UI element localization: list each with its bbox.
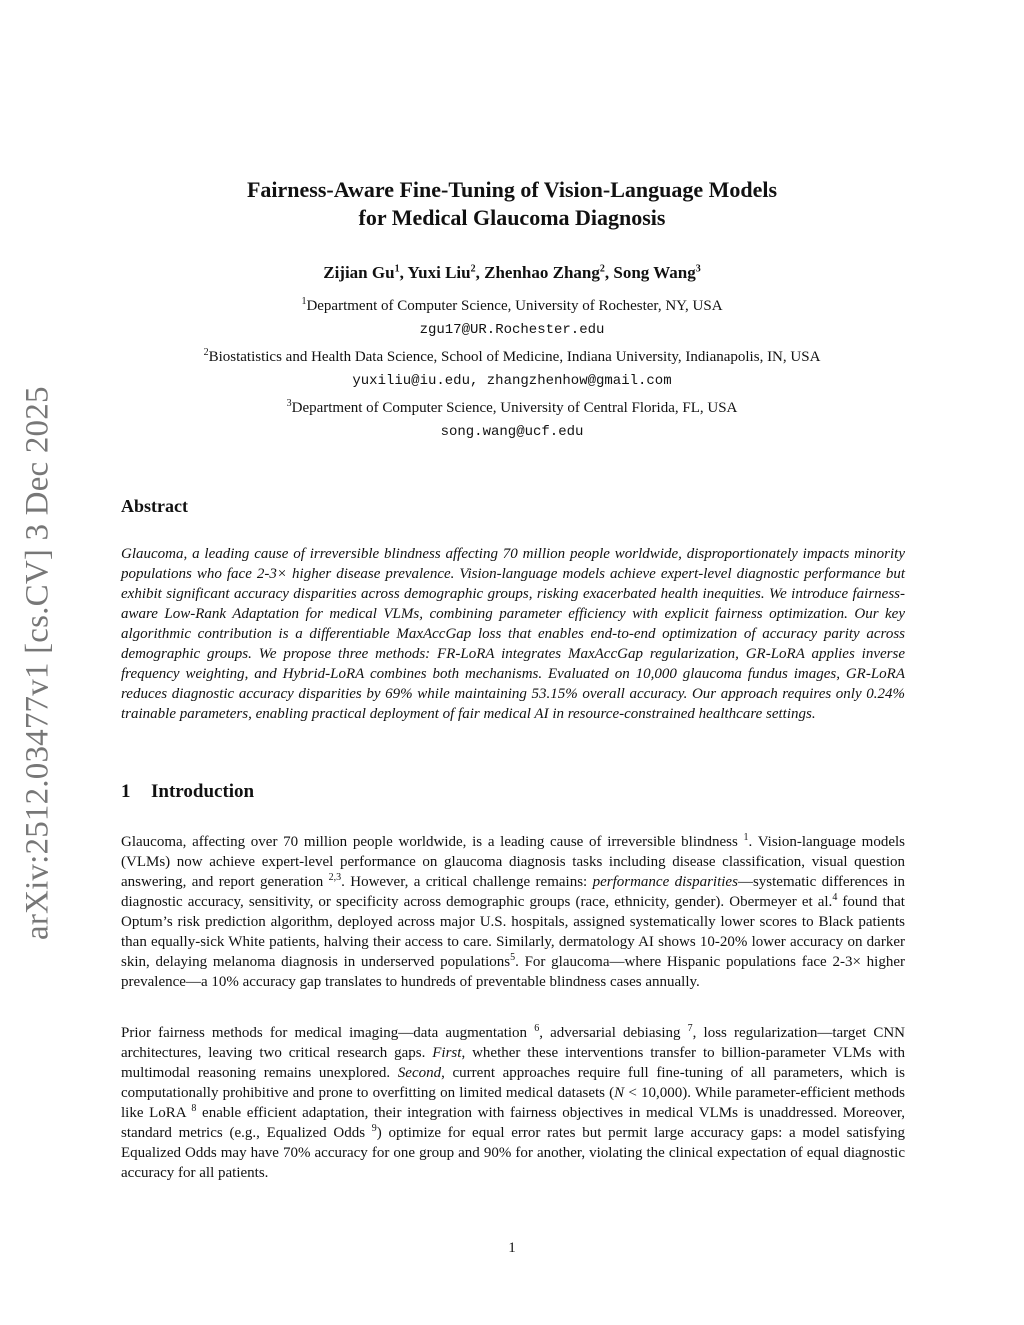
arxiv-identifier-stamp: arXiv:2512.03477v1 [cs.CV] 3 Dec 2025 (19, 386, 56, 940)
abstract-text: Glaucoma, a leading cause of irreversible blindness affecting 70 million people worldwide, disproportionately impacts minority populations who face 2-3× higher disease prevalence. Vision-language models achieve expert-level diagnostic performance but exhibit significant accuracy disparities across demographic groups, risking exacerbated health inequities. We introduce fairness-aware Low-Rank Adaptation for medical VLMs, combining parameter efficiency with explicit fairness optimization. Our key algorithmic contribution is a differentiable MaxAccGap loss that enables end-to-end optimization of accuracy parity across demographic groups. We propose three methods: FR-LoRA integrates MaxAccGap regularization, GR-LoRA applies inverse frequency weighting, and Hybrid-LoRA combines both mechanisms. Evaluated on 10,000 glaucoma fundus images, GR-LoRA reduces diagnostic accuracy disparities by 69% while maintaining 53.15% overall accuracy. Our approach requires only 0.24% trainable parameters, enabling practical deployment of fair medical AI in resource-constrained healthcare settings. (121, 546, 905, 722)
page-number: 1 (508, 1240, 516, 1256)
citation-mark: 1 (743, 832, 749, 843)
paragraph-text: , loss regularization—target CNN architectures, leaving two critical research gaps. (121, 1025, 905, 1061)
citation-mark: 4 (832, 892, 838, 903)
paragraph-text: Glaucoma, affecting over 70 million people worldwide, is a leading cause of irreversible blindness (121, 834, 744, 850)
paragraph-text: . For glaucoma—where Hispanic populations face 2-3× higher prevalence—a 10% accuracy gap translates to hundreds of preventable blindness cases annually. (121, 954, 905, 990)
citation-mark: 7 (687, 1023, 693, 1034)
paragraph-text: Prior fairness methods for medical imaging—data augmentation (121, 1025, 535, 1041)
section-number: 1 (121, 781, 131, 802)
emphasized-term: performance disparities (592, 874, 738, 890)
paper-title (110, 176, 914, 232)
author-name: Yuxi Liu (407, 263, 471, 282)
author-affiliation-mark: 1 (394, 263, 400, 275)
affiliation-3 (110, 398, 914, 418)
section-heading-introduction (121, 781, 254, 803)
emphasized-term: First (432, 1045, 462, 1061)
affiliation-2 (110, 347, 914, 367)
abstract-heading: Abstract (121, 496, 188, 516)
author-affiliation-mark: 2 (470, 263, 476, 275)
citation-mark: 9 (371, 1123, 377, 1134)
paragraph-text: enable efficient adaptation, their integration with fairness objectives in medical VLMs is unaddressed. Moreover, standard metrics (e.g., Equalized Odds (121, 1105, 906, 1141)
section-title: Introduction (151, 781, 255, 802)
affiliation-mark: 3 (286, 398, 292, 409)
citation-mark: 2,3 (328, 872, 342, 883)
affiliation-3-email[interactable]: song.wang@ucf.edu (440, 424, 584, 440)
paragraph-text: —systematic differences in diagnostic accuracy, sensitivity, or specificity across demographic groups (race, ethnicity, gender). Obermeyer et al. (121, 874, 905, 910)
affiliation-text: Biostatistics and Health Data Science, School of Medicine, Indiana University, Indianapolis, IN, USA (208, 349, 821, 365)
paragraph-text: , whether these interventions transfer to billion-parameter VLMs with multimodal reasoning remains unexplored. (121, 1045, 905, 1081)
paragraph-text: ) optimize for equal error rates but permit large accuracy gaps: a model satisfying Equalized Odds may have 70% accuracy for one group and 90% for another, violating the clinical expectation of equal diagnostic accuracy for all patients. (121, 1125, 905, 1181)
author-name: Zijian Gu (323, 263, 395, 282)
affiliation-1 (110, 296, 914, 316)
intro-paragraph-2 (121, 1023, 905, 1183)
affiliation-text: Department of Computer Science, University of Rochester, NY, USA (306, 298, 723, 314)
author-affiliation-mark: 2 (599, 263, 605, 275)
author-name: Zhenhao Zhang (484, 263, 600, 282)
paragraph-text: < 10,000). While parameter-efficient methods like LoRA (121, 1085, 906, 1121)
citation-mark: 5 (510, 952, 516, 963)
paragraph-text: , adversarial debiasing (539, 1025, 688, 1041)
author-affiliation-mark: 3 (695, 263, 701, 275)
math-variable: N (614, 1085, 625, 1101)
affiliation-1-email[interactable]: zgu17@UR.Rochester.edu (419, 322, 605, 338)
author-list: Zijian Gu$^1$, Yuxi Liu$^2$, Zhenhao Zhang$^2$, Song Wang$^3$ (323, 263, 701, 282)
title-line-1: Fairness-Aware Fine-Tuning of Vision-Language Models (246, 177, 778, 202)
paragraph-text: , current approaches require full fine-tuning of all parameters, which is computationally prohibitive and prone to overfitting on limited medical datasets ( (121, 1065, 905, 1101)
affiliation-mark: 2 (203, 347, 209, 358)
paragraph-text: . However, a critical challenge remains: (341, 874, 593, 890)
affiliation-mark: 1 (301, 296, 307, 307)
emphasized-term: Second (397, 1065, 442, 1081)
title-line-2: for Medical Glaucoma Diagnosis (358, 205, 666, 230)
paragraph-text: found that Optum’s risk prediction algorithm, deployed across major U.S. hospitals, assigned systematically lower scores to Black patients than equally-sick White patients, halving their access to care. Similarly, dermatology AI shows 10-20% lower accuracy on darker skin, delaying melanoma diagnosis in underserved populations (121, 894, 905, 970)
citation-mark: 8 (191, 1103, 197, 1114)
affiliation-2-email[interactable]: yuxiliu@iu.edu, zhangzhenhow@gmail.com (352, 373, 672, 389)
author-name: Song Wang (613, 263, 696, 282)
intro-paragraph-1 (121, 832, 905, 992)
affiliation-text: Department of Computer Science, University of Central Florida, FL, USA (291, 400, 738, 416)
citation-mark: 6 (534, 1023, 540, 1034)
paragraph-text: . Vision-language models (VLMs) now achieve expert-level performance on glaucoma diagnosis tasks including disease classification, visual question answering, and report generation (121, 834, 905, 890)
